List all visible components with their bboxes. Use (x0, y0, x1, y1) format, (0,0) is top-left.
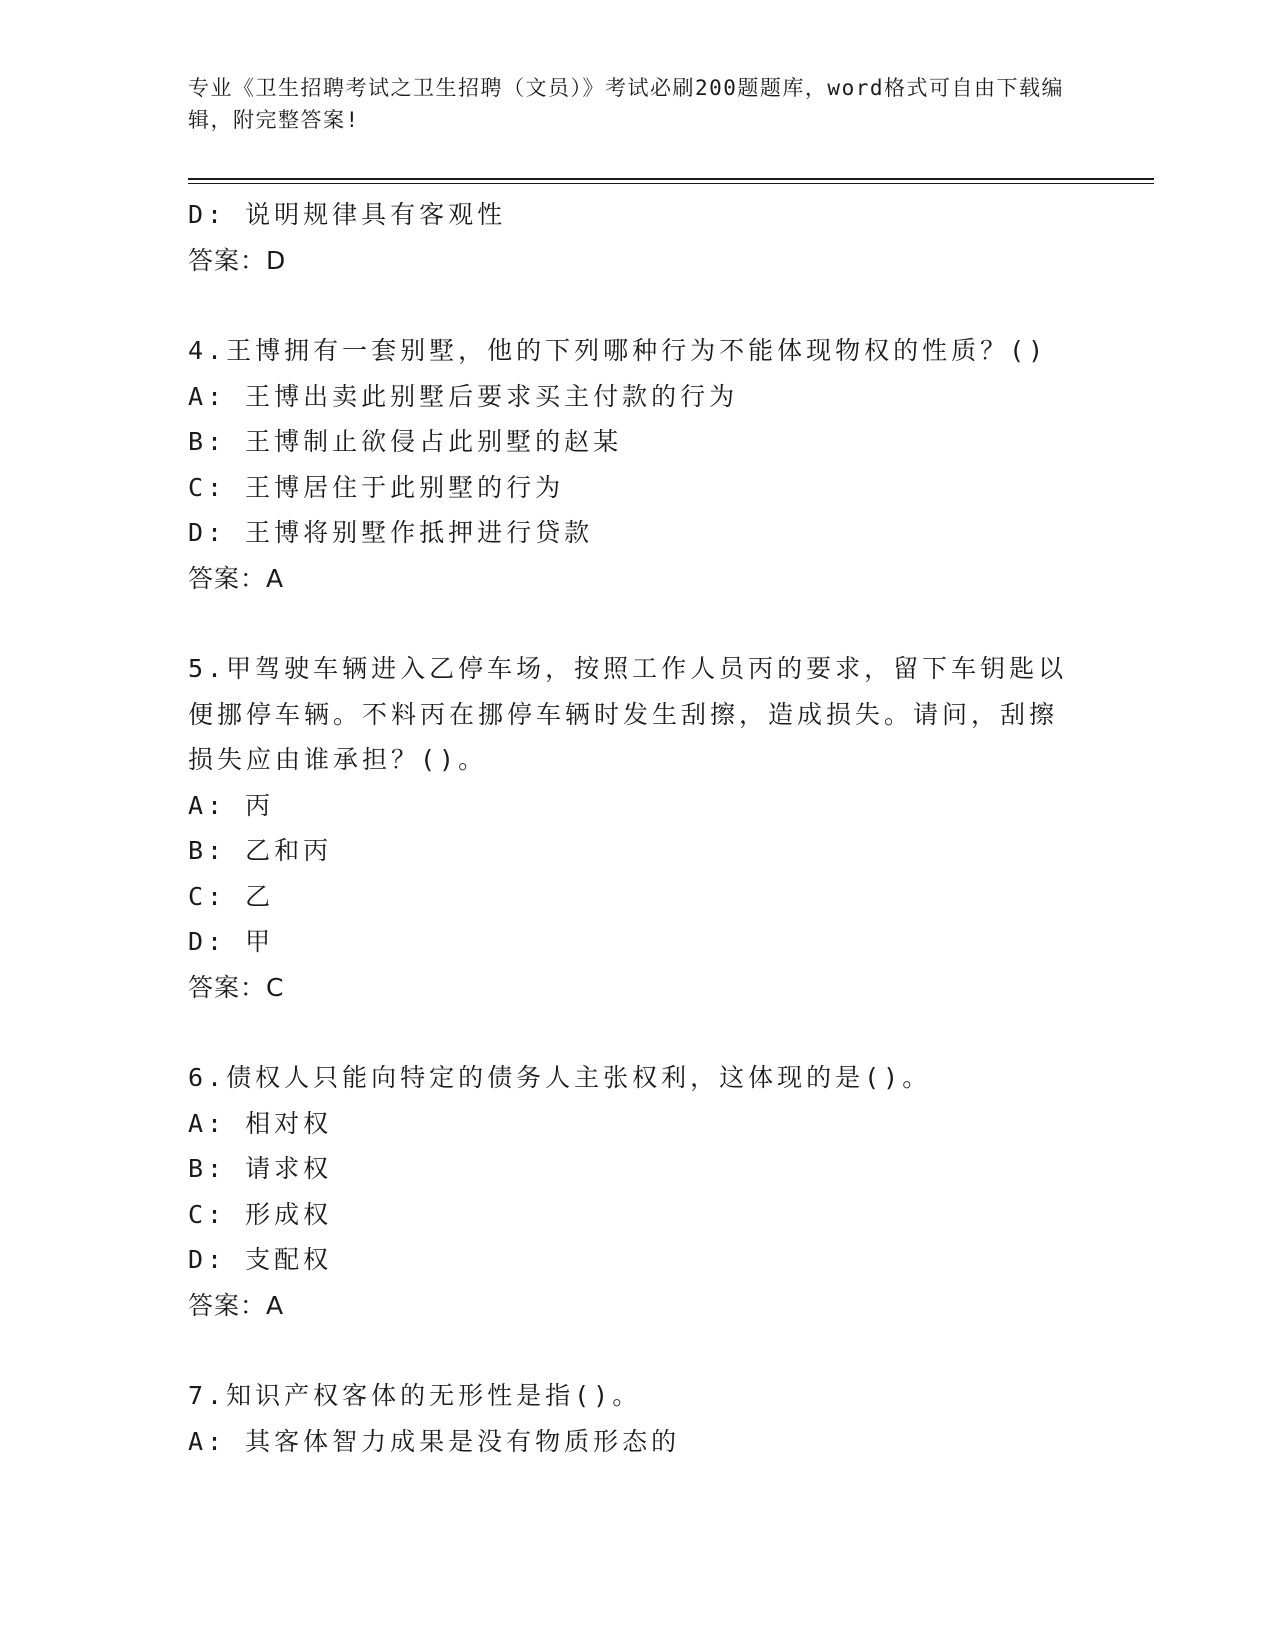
question-gap (188, 1328, 1068, 1373)
option-b: B: 请求权 (188, 1154, 333, 1183)
option-d: D: 王博将别墅作抵押进行贷款 (188, 518, 594, 547)
question-block (188, 646, 1068, 1010)
option-b: B: 乙和丙 (188, 836, 333, 865)
option-c: C: 王博居住于此别墅的行为 (188, 472, 565, 502)
question-block (188, 1055, 1068, 1328)
option-c: C: 乙 (188, 881, 275, 911)
option-c: C: 形成权 (188, 1199, 333, 1229)
option-a: A: 其客体智力成果是没有物质形态的 (188, 1426, 681, 1456)
option-d: D: 甲 (188, 927, 275, 956)
header-rule-thick (188, 178, 1154, 180)
option-d: D: 说明规律具有客观性 (188, 200, 507, 229)
question-gap (188, 1010, 1068, 1055)
option-a: A: 丙 (188, 790, 275, 820)
question-stem: 7.知识产权客体的无形性是指()。 (188, 1381, 642, 1410)
question-list (188, 192, 1068, 1464)
document-header: 专业《卫生招聘考试之卫生招聘（文员）》考试必刷200题题库，word格式可自由下载编辑，附完整答案! (188, 76, 1064, 132)
option-d: D: 支配权 (188, 1245, 333, 1274)
question-block (188, 328, 1068, 601)
option-a: A: 王博出卖此别墅后要求买主付款的行为 (188, 381, 739, 411)
answer-line: 答案：A (188, 563, 285, 593)
answer-line: 答案：D (188, 245, 287, 275)
question-stem: 4.王博拥有一套别墅，他的下列哪种行为不能体现物权的性质？() (188, 336, 1048, 365)
option-b: B: 王博制止欲侵占此别墅的赵某 (188, 427, 623, 456)
question-gap (188, 283, 1068, 328)
answer-line: 答案：A (188, 1290, 285, 1320)
question-stem: 6.债权人只能向特定的债务人主张权利，这体现的是()。 (188, 1063, 932, 1092)
question-stem: 5.甲驾驶车辆进入乙停车场，按照工作人员丙的要求，留下车钥匙以便挪停车辆。不料丙在挪停车辆时发生刮擦，造成损失。请问，刮擦损失应由谁承担？()。 (188, 654, 1068, 774)
header-rule-thin (188, 183, 1154, 184)
question-block (188, 1373, 1068, 1464)
answer-line: 答案：C (188, 972, 285, 1002)
option-a: A: 相对权 (188, 1108, 333, 1138)
question-gap (188, 601, 1068, 646)
